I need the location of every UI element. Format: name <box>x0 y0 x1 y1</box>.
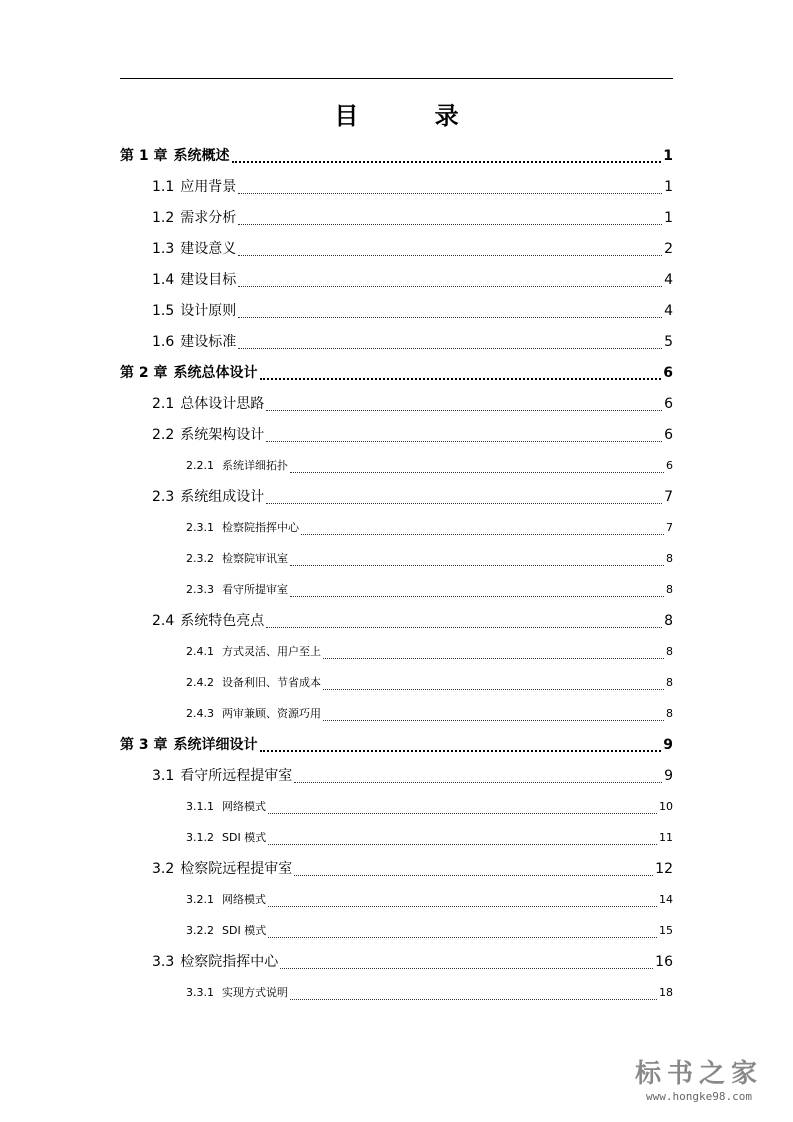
toc-entry-level-1[interactable] <box>120 734 673 756</box>
toc-entry-page: 8 <box>664 613 673 629</box>
toc-entry-page: 6 <box>663 365 673 381</box>
toc-dot-leader <box>266 410 662 411</box>
toc-dot-leader <box>238 286 662 287</box>
toc-entry-number: 1.6 <box>152 334 175 350</box>
toc-dot-leader <box>238 255 662 256</box>
toc-entry-level-2[interactable] <box>152 858 673 880</box>
toc-entry-number: 3.2 <box>152 861 175 877</box>
toc-entry-page: 4 <box>664 272 673 288</box>
toc-entry-title: 总体设计思路 <box>180 396 265 412</box>
toc-entry-page: 1 <box>664 210 673 226</box>
toc-dot-leader <box>260 378 662 380</box>
toc-entry-page: 8 <box>666 676 673 689</box>
toc-dot-leader <box>238 317 662 318</box>
toc-entry-number: 第 3 章 <box>120 737 168 753</box>
toc-entry-number: 3.2.2 <box>186 924 214 937</box>
toc-entry-title: 设计原则 <box>180 303 237 319</box>
toc-entry-number: 2.1 <box>152 396 175 412</box>
toc-entry-number: 1.3 <box>152 241 175 257</box>
toc-entry-page: 15 <box>659 924 673 937</box>
toc-entry-title: 建设标准 <box>180 334 237 350</box>
toc-entry-page: 10 <box>659 800 673 813</box>
toc-entry-title: 系统详细拓扑 <box>222 459 288 472</box>
toc-entry-level-3[interactable] <box>186 920 673 942</box>
toc-dot-leader <box>238 348 662 349</box>
toc-entry-page: 9 <box>663 737 673 753</box>
toc-entry-page: 6 <box>664 396 673 412</box>
toc-entry-level-2[interactable] <box>152 176 673 198</box>
toc-entry-page: 2 <box>664 241 673 257</box>
toc-entry-level-3[interactable] <box>186 455 673 477</box>
toc-entry-level-1[interactable] <box>120 362 673 384</box>
toc-entry-level-3[interactable] <box>186 796 673 818</box>
toc-entry-page: 8 <box>666 552 673 565</box>
toc-entry-page: 8 <box>666 645 673 658</box>
toc-entry-page: 12 <box>655 861 673 877</box>
toc-entry-title: 网络模式 <box>222 800 266 813</box>
watermark <box>619 1058 779 1108</box>
toc-entry-page: 1 <box>664 179 673 195</box>
toc-entry-level-3[interactable] <box>186 703 673 725</box>
toc-entry-number: 第 1 章 <box>120 148 168 164</box>
toc-entry-number: 2.3.3 <box>186 583 214 596</box>
toc-dot-leader <box>268 813 657 814</box>
toc-entry-page: 4 <box>664 303 673 319</box>
toc-entry-number: 1.5 <box>152 303 175 319</box>
toc-dot-leader <box>266 441 662 442</box>
toc-entry-number: 3.1 <box>152 768 175 784</box>
toc-entry-level-2[interactable] <box>152 238 673 260</box>
toc-entry-number: 2.3 <box>152 489 175 505</box>
toc-dot-leader <box>301 534 664 535</box>
toc-entry-title: 建设目标 <box>180 272 237 288</box>
toc-entry-page: 6 <box>664 427 673 443</box>
toc-entry-number: 2.4.2 <box>186 676 214 689</box>
toc-entry-level-3[interactable] <box>186 982 673 1004</box>
toc-entry-title: 系统组成设计 <box>180 489 265 505</box>
toc-entry-number: 3.1.2 <box>186 831 214 844</box>
toc-entry-title: 系统总体设计 <box>173 365 258 381</box>
toc-entry-level-2[interactable] <box>152 331 673 353</box>
toc-entry-page: 11 <box>659 831 673 844</box>
toc-entry-number: 2.3.2 <box>186 552 214 565</box>
toc-entry-page: 6 <box>666 459 673 472</box>
toc-entry-title: 系统架构设计 <box>180 427 265 443</box>
toc-entry-title: 方式灵活、用户至上 <box>222 645 321 658</box>
watermark-logo: 标书之家 <box>634 1059 763 1089</box>
toc-entry-level-3[interactable] <box>186 827 673 849</box>
toc-entry-number: 2.2 <box>152 427 175 443</box>
toc-entry-page: 9 <box>664 768 673 784</box>
toc-entry-level-1[interactable] <box>120 145 673 167</box>
toc-dot-leader <box>294 782 662 783</box>
toc-entry-page: 8 <box>666 583 673 596</box>
toc-entry-title: 两审兼顾、资源巧用 <box>222 707 321 720</box>
toc-entry-page: 8 <box>666 707 673 720</box>
toc-entry-title: 需求分析 <box>180 210 237 226</box>
toc-entry-number: 1.1 <box>152 179 175 195</box>
toc-entry-level-2[interactable] <box>152 951 673 973</box>
toc-entry-title: 设备利旧、节省成本 <box>222 676 321 689</box>
toc-dot-leader <box>290 565 664 566</box>
toc-entry-page: 7 <box>664 489 673 505</box>
toc-dot-leader <box>290 596 664 597</box>
toc-entry-title: 检察院指挥中心 <box>180 954 279 970</box>
toc-entry-title: 系统特色亮点 <box>180 613 265 629</box>
watermark-url: www.hongke98.com <box>646 1090 752 1103</box>
toc-entry-title: 系统详细设计 <box>173 737 258 753</box>
toc-entry-title: 系统概述 <box>173 148 230 164</box>
page-title: 目 录 <box>334 102 493 130</box>
toc-dot-leader <box>294 875 653 876</box>
toc-entry-number: 2.2.1 <box>186 459 214 472</box>
toc-entry-page: 18 <box>659 986 673 999</box>
toc-entry-page: 5 <box>664 334 673 350</box>
toc-entry-title: SDI 模式 <box>222 831 267 844</box>
toc-entry-number: 1.4 <box>152 272 175 288</box>
toc-entry-level-3[interactable] <box>186 641 673 663</box>
toc-entry-level-3[interactable] <box>186 579 673 601</box>
toc-dot-leader <box>238 224 662 225</box>
toc-dot-leader <box>323 689 664 690</box>
toc-dot-leader <box>266 627 662 628</box>
toc-entry-number: 3.1.1 <box>186 800 214 813</box>
toc-entry-level-2[interactable] <box>152 486 673 508</box>
toc-entry-title: 检察院审讯室 <box>222 552 288 565</box>
toc-dot-leader <box>280 968 653 969</box>
toc-entry-title: 实现方式说明 <box>222 986 288 999</box>
toc-entry-level-3[interactable] <box>186 889 673 911</box>
toc-entry-level-2[interactable] <box>152 765 673 787</box>
toc-dot-leader <box>238 193 662 194</box>
toc-dot-leader <box>232 161 662 163</box>
toc-entry-page: 7 <box>666 521 673 534</box>
toc-entry-level-3[interactable] <box>186 672 673 694</box>
toc-entry-level-2[interactable] <box>152 300 673 322</box>
toc-dot-leader <box>290 999 657 1000</box>
toc-entry-level-2[interactable] <box>152 269 673 291</box>
toc-entry-title: 建设意义 <box>180 241 237 257</box>
toc-entry-title: SDI 模式 <box>222 924 267 937</box>
toc-entry-number: 2.3.1 <box>186 521 214 534</box>
toc-entry-page: 1 <box>663 148 673 164</box>
toc-entry-number: 2.4.3 <box>186 707 214 720</box>
toc-entry-title: 看守所提审室 <box>222 583 288 596</box>
toc-entry-number: 2.4.1 <box>186 645 214 658</box>
toc-entry-page: 16 <box>655 954 673 970</box>
toc-entry-number: 2.4 <box>152 613 175 629</box>
toc-entry-level-2[interactable] <box>152 424 673 446</box>
toc-entry-level-3[interactable] <box>186 517 673 539</box>
toc-entry-page: 14 <box>659 893 673 906</box>
toc-dot-leader <box>268 906 657 907</box>
toc-entry-title: 检察院指挥中心 <box>222 521 299 534</box>
toc-dot-leader <box>260 750 662 752</box>
toc-dot-leader <box>290 472 664 473</box>
toc-entry-title: 检察院远程提审室 <box>180 861 293 877</box>
toc-dot-leader <box>266 503 662 504</box>
toc-entry-title: 看守所远程提审室 <box>180 768 293 784</box>
toc-entry-number: 3.2.1 <box>186 893 214 906</box>
toc-entry-title: 应用背景 <box>180 179 237 195</box>
toc-entry-level-3[interactable] <box>186 548 673 570</box>
toc-entry-level-2[interactable] <box>152 207 673 229</box>
toc-entry-number: 3.3.1 <box>186 986 214 999</box>
toc-entry-level-2[interactable] <box>152 393 673 415</box>
toc-dot-leader <box>323 658 664 659</box>
toc-dot-leader <box>268 937 657 938</box>
toc-entry-number: 3.3 <box>152 954 175 970</box>
toc-entry-title: 网络模式 <box>222 893 266 906</box>
toc-entry-number: 1.2 <box>152 210 175 226</box>
toc-dot-leader <box>323 720 664 721</box>
toc-entry-number: 第 2 章 <box>120 365 168 381</box>
toc-entry-level-2[interactable] <box>152 610 673 632</box>
toc-dot-leader <box>268 844 657 845</box>
